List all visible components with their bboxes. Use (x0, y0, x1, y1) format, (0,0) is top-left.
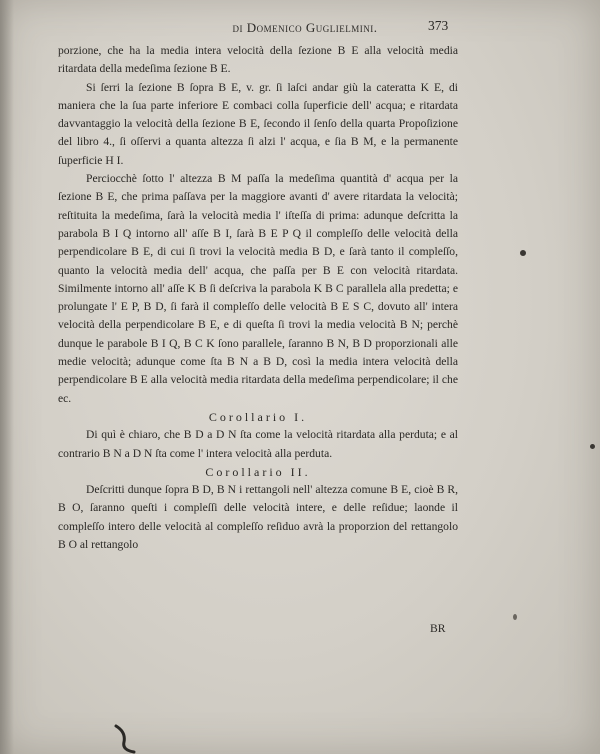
paragraph-1: porzione, che ha la media intera velocità della ſezione B E alla velocità media ritardata della medeſima ſezione B E. (58, 44, 458, 76)
ink-spot (520, 250, 526, 256)
running-head: di Domenico Guglielmini. (232, 20, 378, 35)
corollary-2-text: Deſcritti dunque ſopra B D, B N i rettangoli nell' altezza comune B E, cioè B R, B O, ſaranno queſti i compleſſi delle velocità intere, e delle reſidue; laonde il compleſſo intero delle velocità al compleſſo reſiduo avrà la proporzion del rettangolo B O al rettangolo (58, 483, 458, 552)
body-text (58, 42, 458, 554)
ink-squiggle-mark (112, 722, 152, 754)
ink-spot (590, 444, 595, 449)
page-number: 373 (428, 18, 449, 33)
catchword: BR (430, 622, 446, 635)
corollary-1-text: Di quì è chiaro, che B D a D N ſta come la velocità ritardata alla perduta; e al contrario B N a D N ſta come l' intera velocità alla perduta. (58, 428, 458, 460)
paragraph-2: Si ſerri la ſezione B ſopra B E, v. gr. ſi laſci andar giù la cateratta K E, di maniera che la ſua parte inferiore E combaci colla ſuperficie dell' acqua; e ritardata davvantaggio la velocità della ſezione B E, ſecondo il ſenſo della quarta Propoſizione del libro 4., ſi oſſervi a quanta altezza ſi alzi l' acqua, e ſia B M, e la permanente ſuperficie H I. (58, 80, 458, 167)
corollary-2-title: Corollario II. (205, 464, 311, 479)
ink-spot (513, 614, 517, 620)
paragraph-3: Perciocchè ſotto l' altezza B M paſſa la medeſima quantità d' acqua per la ſezione B E, che prima paſſava per la maggiore avanti d' avere ritardata la velocità; reſtituita la medeſima, ſarà la velocità media l' iſteſſa di prima: adunque deſcritta la parabola B I Q intorno all' aſſe B I, ſarà B E P Q il compleſſo delle velocità della perpendicolare B E, di cui ſi trovi la velocità media B D, e ſarà tanto il compleſſo, quanto la velocità media dell' acqua, che paſſa per B E con velocità ritardata. Similmente intorno all' aſſe K B ſi deſcriva la parabola K B C parallela alla predetta; e prolungate l' E P, B D, ſi farà il compleſſo delle velocità B E S C, dovuto all' intera velocità della perpendicolare B E, e di queſta ſi trovi la media velocità B N; perchè dunque le parabole B I Q, B C K ſono parallele, ſaranno B N, B D proporzionali alle medie velocità; adunque come ſta B N a B D, così la media intera velocità della perpendicolare B E alla velocità media ritardata della medeſima perpendicolare; il che ec. (58, 172, 458, 405)
page-spine-shadow (0, 0, 14, 754)
corollary-1-title: Corollario I. (208, 409, 308, 424)
